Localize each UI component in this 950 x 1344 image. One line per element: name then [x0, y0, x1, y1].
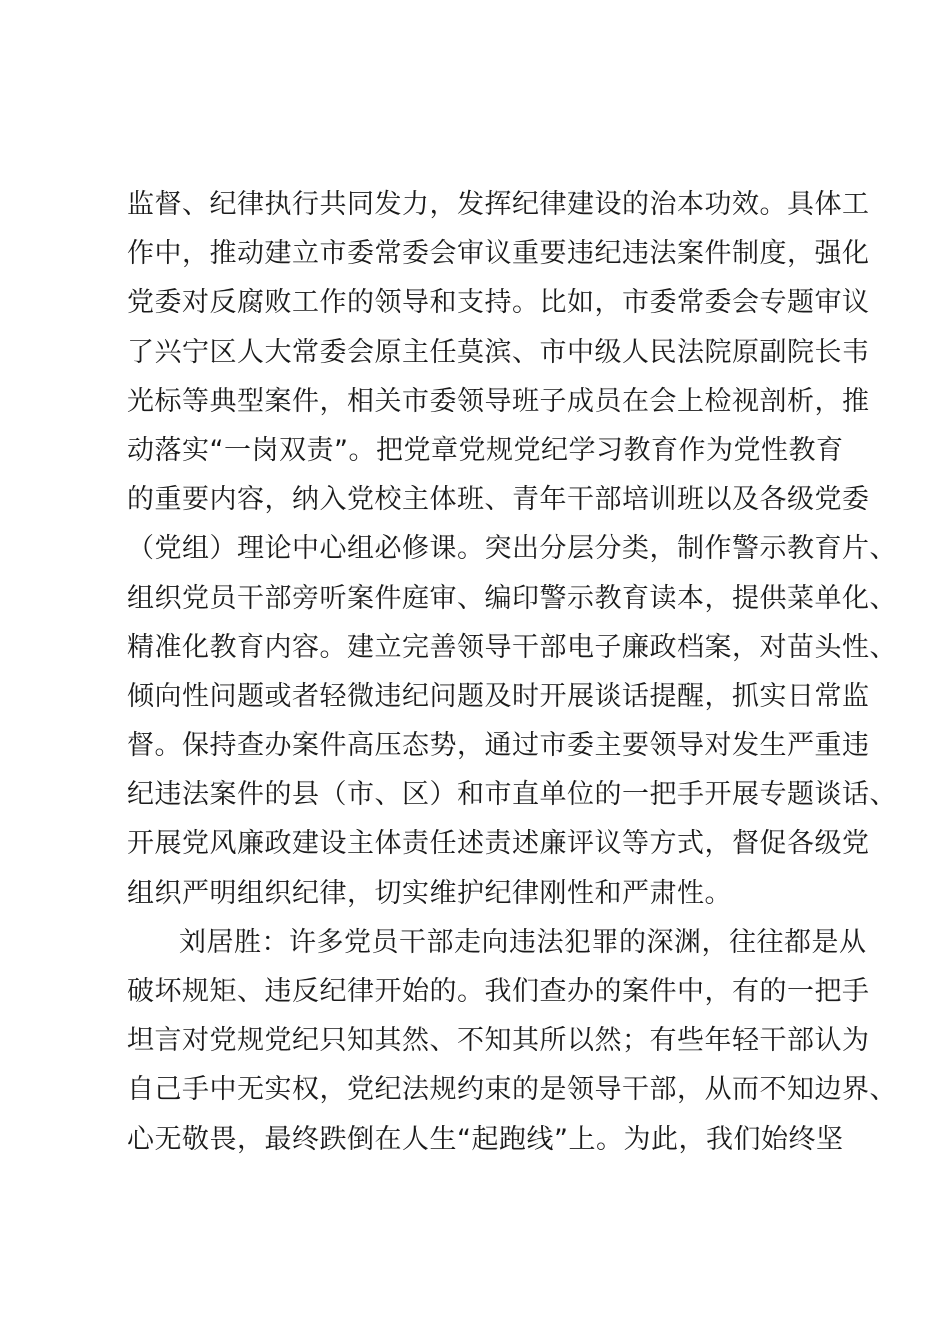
- text-line: 精准化教育内容。建立完善领导干部电子廉政档案，对苗头性、: [127, 631, 897, 663]
- text-line: 心无敬畏，最终跌倒在人生“起跑线”上。为此，我们始终坚: [127, 1123, 844, 1155]
- text-line: 作中，推动建立市委常委会审议重要违纪违法案件制度，强化: [127, 238, 870, 270]
- text-line: 组织党员干部旁听案件庭审、编印警示教育读本，提供菜单化、: [127, 582, 897, 614]
- text-line: 坦言对党规党纪只知其然、不知其所以然；有些年轻干部认为: [127, 1025, 870, 1057]
- text-line: 了兴宁区人大常委会原主任莫滨、市中级人民法院原副院长韦: [127, 336, 870, 368]
- paragraph-2: [127, 918, 897, 1164]
- text-line: 光标等典型案件，相关市委领导班子成员在会上检视剖析，推: [127, 385, 870, 417]
- text-line: 开展党风廉政建设主体责任述责述廉评议等方式，督促各级党: [127, 828, 870, 860]
- text-line: 自己手中无实权，党纪法规约束的是领导干部，从而不知边界、: [127, 1074, 897, 1106]
- text-line: 纪违法案件的县（市、区）和市直单位的一把手开展专题谈话、: [127, 779, 897, 811]
- text-line: 动落实“一岗双责”。把党章党规党纪学习教育作为党性教育: [127, 434, 844, 466]
- text-line: 监督、纪律执行共同发力，发挥纪律建设的治本功效。具体工: [127, 189, 870, 220]
- text-line: 倾向性问题或者轻微违纪问题及时开展谈话提醒，抓实日常监: [127, 680, 870, 712]
- body-text: [127, 180, 897, 1164]
- text-line: 督。保持查办案件高压态势，通过市委主要领导对发生严重违: [127, 730, 870, 762]
- text-line: 组织严明组织纪律，切实维护纪律刚性和严肃性。: [127, 877, 732, 909]
- text-line: 党委对反腐败工作的领导和支持。比如，市委常委会专题审议: [127, 287, 870, 319]
- text-line: 刘居胜：许多党员干部走向违法犯罪的深渊，往往都是从: [179, 926, 867, 958]
- paragraph-1: [127, 180, 897, 918]
- text-line: 破坏规矩、违反纪律开始的。我们查办的案件中，有的一把手: [127, 976, 870, 1007]
- text-line: （党组）理论中心组必修课。突出分层分类，制作警示教育片、: [127, 533, 897, 565]
- text-line: 的重要内容，纳入党校主体班、青年干部培训班以及各级党委: [127, 484, 870, 516]
